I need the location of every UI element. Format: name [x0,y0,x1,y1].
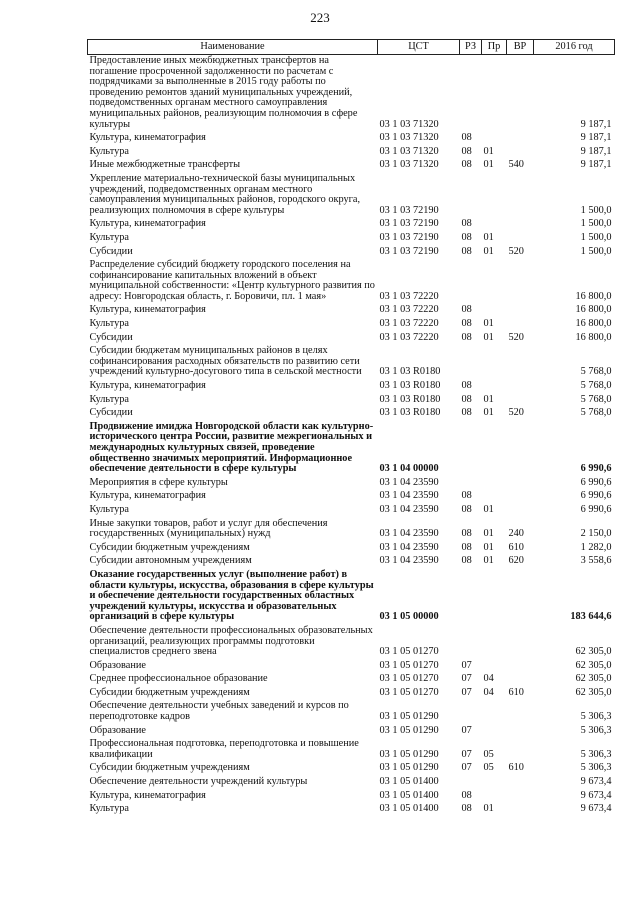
cell-vr [507,803,534,817]
table-row [88,421,615,477]
table-header-row [88,40,615,55]
cell-vr: 610 [508,762,524,774]
table-row [88,159,615,173]
cell-pr: 01 [483,407,494,419]
cell-name: Культура, кинематография [89,490,206,502]
cell-pr [482,380,507,394]
cell-vr [507,394,534,408]
cell-rz: 08 [461,304,472,316]
cell-vr [507,477,534,491]
cell-sum: 16 800,0 [575,304,612,316]
cell-pr: 05 [483,762,494,774]
cell-sum: 16 800,0 [575,331,612,343]
cell-sum: 62 305,0 [575,686,612,698]
cell-pr: 01 [483,541,494,553]
table-row [88,259,615,304]
cell-name: Предоставление иных межбюджетных трансфертов на погашение просроченной задолженности по расчетам с подрядчиками за выполненные в 2015 году работы по проведению ремонтов зданий муниципальных учреждений, подведомственных органам местного самоуправления муниципальных районов, реализующим полномочия в сфере культуры [89,55,358,130]
cell-name: Иные межбюджетные трансферты [89,159,241,171]
cell-rz [460,700,482,724]
cell-sum: 183 644,6 [570,611,612,623]
cell-name: Профессиональная подготовка, переподготовка и повышение квалификации [89,738,359,760]
table-row [88,790,615,804]
cell-rz [460,776,482,790]
cell-name: Субсидии автономным учреждениям [89,555,252,567]
table-row [88,673,615,687]
cell-csr: 03 1 05 01290 [379,724,439,736]
header-sum: 2016 год [534,40,615,55]
cell-csr: 03 1 05 01290 [379,762,439,774]
cell-csr: 03 1 05 01400 [379,803,439,815]
cell-pr: 01 [483,503,494,515]
cell-vr [507,173,534,218]
cell-pr: 01 [483,318,494,330]
cell-vr [507,490,534,504]
cell-pr: 04 [483,673,494,685]
cell-pr: 04 [483,686,494,698]
cell-sum: 6 990,6 [580,490,612,502]
cell-rz: 08 [461,528,472,540]
cell-pr: 01 [483,245,494,257]
table-row [88,173,615,218]
cell-csr: 03 1 04 23590 [379,528,439,540]
cell-csr: 03 1 05 01290 [379,711,439,723]
header-name: Наименование [88,40,378,55]
cell-name: Субсидии бюджетным учреждениям [89,541,250,553]
cell-name: Образование [89,724,146,736]
cell-pr: 01 [483,528,494,540]
cell-rz [460,345,482,380]
cell-sum: 5 306,3 [580,748,612,760]
cell-name: Культура, кинематография [89,380,206,392]
cell-pr [482,569,507,625]
table-row [88,700,615,724]
cell-sum: 9 187,1 [580,145,612,157]
cell-rz [460,625,482,660]
cell-sum: 9 187,1 [580,132,612,144]
cell-csr: 03 1 03 R0180 [379,407,441,419]
cell-vr [507,146,534,160]
cell-csr: 03 1 05 01270 [379,659,439,671]
cell-sum: 16 800,0 [575,290,612,302]
cell-pr: 01 [483,159,494,171]
cell-csr: 03 1 03 71320 [379,159,439,171]
table-body [88,55,615,817]
cell-name: Субсидии [89,331,133,343]
table-row [88,803,615,817]
cell-vr [507,304,534,318]
cell-rz: 08 [461,318,472,330]
cell-rz [460,477,482,491]
cell-rz: 08 [461,331,472,343]
header-csr: ЦСТ [378,40,460,55]
cell-pr [482,218,507,232]
cell-rz: 08 [461,503,472,515]
cell-sum: 62 305,0 [575,646,612,658]
cell-rz [460,55,482,133]
cell-pr [482,776,507,790]
cell-name: Оказание государственных услуг (выполнение работ) в области культуры, искусства, образования в сфере культуры и обеспечение деятельности государственных областных учреждений культуры, искусства и образовательных организаций в сфере культуры [89,568,374,623]
cell-name: Культура [89,318,129,330]
cell-csr: 03 1 05 01270 [379,646,439,658]
cell-name: Среднее профессиональное образование [89,673,268,685]
cell-pr [482,725,507,739]
cell-csr: 03 1 03 71320 [379,132,439,144]
table-row [88,304,615,318]
cell-pr [482,173,507,218]
cell-csr: 03 1 05 00000 [379,611,439,623]
cell-csr: 03 1 05 01270 [379,673,439,685]
cell-vr: 540 [508,159,524,171]
cell-sum: 5 306,3 [580,711,612,723]
cell-pr [482,345,507,380]
cell-sum: 16 800,0 [575,318,612,330]
cell-sum: 5 306,3 [580,724,612,736]
cell-csr: 03 1 03 71320 [379,118,439,130]
table-row [88,660,615,674]
cell-csr: 03 1 03 72190 [379,204,439,216]
table-row [88,625,615,660]
cell-vr: 240 [508,528,524,540]
cell-csr: 03 1 03 R0180 [379,380,441,392]
cell-name: Субсидии [89,245,133,257]
cell-sum: 6 990,6 [580,476,612,488]
table-row [88,407,615,421]
cell-vr [507,345,534,380]
cell-csr: 03 1 05 01270 [379,686,439,698]
table-row [88,569,615,625]
cell-pr: 01 [483,393,494,405]
cell-csr: 03 1 03 72220 [379,304,439,316]
cell-rz: 08 [461,380,472,392]
cell-pr [482,660,507,674]
cell-rz: 08 [461,145,472,157]
cell-csr: 03 1 04 23590 [379,503,439,515]
cell-sum: 6 990,6 [580,503,612,515]
cell-csr: 03 1 03 71320 [379,145,439,157]
table-row [88,318,615,332]
cell-rz: 08 [461,407,472,419]
cell-vr [507,725,534,739]
cell-name: Культура, кинематография [89,789,206,801]
cell-sum: 2 150,0 [580,528,612,540]
table-row [88,687,615,701]
cell-sum: 1 500,0 [580,218,612,230]
cell-vr: 520 [508,407,524,419]
cell-vr [507,232,534,246]
cell-csr: 03 1 04 23590 [379,555,439,567]
cell-csr: 03 1 03 R0180 [379,366,441,378]
cell-vr [507,673,534,687]
cell-pr [482,477,507,491]
cell-name: Культура, кинематография [89,132,206,144]
cell-rz: 07 [461,659,472,671]
table-row [88,132,615,146]
cell-sum: 5 768,0 [580,393,612,405]
table-row [88,55,615,133]
cell-name: Мероприятия в сфере культуры [89,476,228,488]
cell-csr: 03 1 03 72190 [379,245,439,257]
cell-pr: 01 [483,803,494,815]
cell-csr: 03 1 04 23590 [379,541,439,553]
cell-csr: 03 1 04 23590 [379,476,439,488]
table-row [88,380,615,394]
cell-rz [460,421,482,477]
cell-vr: 610 [508,686,524,698]
cell-sum: 1 500,0 [580,204,612,216]
cell-rz [460,569,482,625]
table-row [88,345,615,380]
cell-vr [507,738,534,762]
cell-vr: 610 [508,541,524,553]
cell-rz: 08 [461,803,472,815]
cell-name: Культура, кинематография [89,304,206,316]
cell-vr: 520 [508,245,524,257]
cell-vr [507,660,534,674]
cell-pr: 01 [483,145,494,157]
cell-vr [507,700,534,724]
table-row [88,504,615,518]
cell-rz: 08 [461,231,472,243]
cell-name: Субсидии бюджетным учреждениям [89,762,250,774]
header-vr: ВР [507,40,534,55]
table-row [88,332,615,346]
table-row [88,490,615,504]
cell-pr [482,132,507,146]
cell-name: Продвижение имиджа Новгородской области как культурно-исторического центра России, развитие межрегиональных и международных культурных связей, проведение общественно значимых мероприятий. Информационное обеспечение деятельности в сфере культуры [89,420,374,475]
cell-pr [482,790,507,804]
cell-rz: 08 [461,218,472,230]
cell-pr [482,625,507,660]
cell-name: Обеспечение деятельности учреждений культуры [89,776,308,788]
cell-pr [482,700,507,724]
cell-vr [507,380,534,394]
cell-pr: 01 [483,555,494,567]
cell-name: Укрепление материально-технической базы муниципальных учреждений, подведомственных органам местного самоуправления муниципальных районов, городского округа, реализующих полномочия в сфере культуры [89,172,361,216]
cell-vr [507,569,534,625]
cell-sum: 9 673,4 [580,789,612,801]
cell-pr [482,259,507,304]
cell-vr [507,625,534,660]
cell-rz: 07 [461,748,472,760]
table-row [88,394,615,408]
cell-sum: 3 558,6 [580,555,612,567]
table-row [88,232,615,246]
cell-name: Культура, кинематография [89,218,206,230]
cell-rz: 07 [461,673,472,685]
cell-csr: 03 1 04 00000 [379,463,439,475]
cell-pr [482,421,507,477]
cell-sum: 9 673,4 [580,776,612,788]
cell-sum: 5 768,0 [580,380,612,392]
table-row [88,146,615,160]
cell-vr [507,421,534,477]
table-row [88,542,615,556]
cell-rz [460,173,482,218]
cell-name: Распределение субсидий бюджету городского поселения на софинансирование капитальных вложений в объект муниципальной собственности: «Центр культурного развития по адресу: Новгородская область, г. Боровичи, пл. 1 мая» [89,259,375,302]
cell-name: Обеспечение деятельности учебных заведений и курсов по переподготовке кадров [89,700,349,723]
cell-csr: 03 1 03 72220 [379,318,439,330]
cell-csr: 03 1 05 01290 [379,748,439,760]
cell-sum: 1 500,0 [580,245,612,257]
table-row [88,518,615,542]
cell-pr [482,490,507,504]
cell-vr [507,790,534,804]
cell-vr [507,318,534,332]
header-rz: РЗ [460,40,482,55]
cell-rz: 07 [461,686,472,698]
cell-csr: 03 1 04 23590 [379,490,439,502]
table-row [88,738,615,762]
cell-sum: 9 673,4 [580,803,612,815]
cell-pr: 01 [483,331,494,343]
cell-name: Культура [89,231,129,243]
table-row [88,725,615,739]
cell-name: Субсидии [89,407,133,419]
cell-csr: 03 1 03 72190 [379,218,439,230]
cell-rz: 08 [461,541,472,553]
cell-sum: 1 500,0 [580,231,612,243]
cell-pr: 01 [483,231,494,243]
cell-rz: 07 [461,724,472,736]
cell-name: Культура [89,503,129,515]
table-row [88,246,615,260]
cell-sum: 62 305,0 [575,659,612,671]
cell-name: Культура [89,145,129,157]
cell-rz: 08 [461,245,472,257]
table-row [88,762,615,776]
cell-rz: 08 [461,555,472,567]
cell-rz: 08 [461,393,472,405]
cell-vr [507,218,534,232]
cell-sum: 5 768,0 [580,366,612,378]
cell-rz: 08 [461,789,472,801]
cell-rz: 07 [461,762,472,774]
table-row [88,776,615,790]
cell-vr [507,55,534,133]
cell-sum: 9 187,1 [580,159,612,171]
cell-rz: 08 [461,132,472,144]
header-pr: Пр [482,40,507,55]
table-row [88,218,615,232]
cell-vr [507,132,534,146]
cell-sum: 62 305,0 [575,673,612,685]
cell-vr [507,504,534,518]
cell-name: Субсидии бюджетным учреждениям [89,686,250,698]
cell-sum: 1 282,0 [580,541,612,553]
cell-rz [460,259,482,304]
cell-vr [507,259,534,304]
cell-csr: 03 1 05 01400 [379,789,439,801]
cell-sum: 5 768,0 [580,407,612,419]
cell-csr: 03 1 05 01400 [379,776,439,788]
cell-name: Образование [89,659,146,671]
cell-vr [507,776,534,790]
cell-pr: 05 [483,748,494,760]
table-row [88,555,615,569]
budget-table [87,39,615,817]
table-row [88,477,615,491]
cell-sum: 9 187,1 [580,118,612,130]
cell-name: Культура [89,393,129,405]
cell-rz: 08 [461,159,472,171]
cell-csr: 03 1 03 R0180 [379,393,441,405]
cell-pr [482,304,507,318]
cell-csr: 03 1 03 72220 [379,331,439,343]
cell-sum: 5 306,3 [580,762,612,774]
cell-vr: 620 [508,555,524,567]
page-number: 223 [310,10,330,25]
cell-name: Иные закупки товаров, работ и услуг для обеспечения государственных (муниципальных) нужд [89,517,328,540]
cell-pr [482,55,507,133]
cell-csr: 03 1 03 72190 [379,231,439,243]
cell-rz: 08 [461,490,472,502]
cell-vr: 520 [508,331,524,343]
cell-csr: 03 1 03 72220 [379,290,439,302]
cell-name: Субсидии бюджетам муниципальных районов в целях софинансирования расходных обязательств по развитию сети учреждений культурно-досугового типа в сельской местности [89,345,362,378]
cell-name: Культура [89,803,129,815]
cell-name: Обеспечение деятельности профессиональных образовательных организаций, реализующих программы подготовки специалистов среднего звена [89,624,373,658]
cell-sum: 6 990,6 [580,463,612,475]
